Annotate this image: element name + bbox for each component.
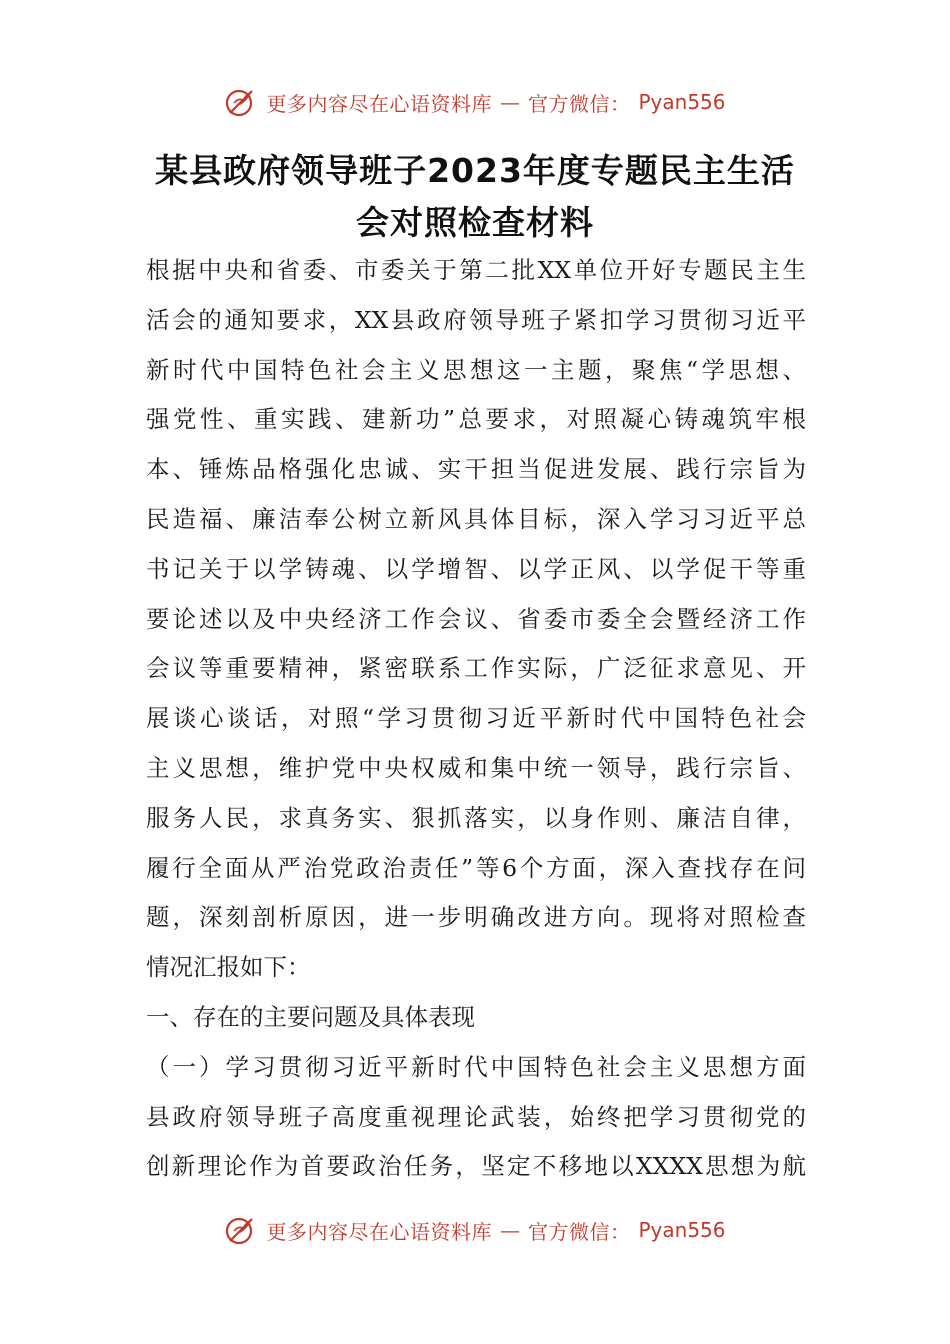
body-line: 情况汇报如下： [146,953,311,982]
body-line: 县政府领导班子高度重视理论武装，始终把学习贯彻党的 [146,1102,806,1131]
watermark-text: 更多内容尽在心语资料库 [266,91,492,116]
document-title-line-2: 会对照检查材料 [356,203,594,242]
quill-logo-icon [224,1213,258,1247]
watermark-wechat-id: Pyan556 [638,1218,726,1242]
body-line: 展谈心谈话，对照“学习贯彻习近平新时代中国特色社会 [146,704,806,733]
body-line: 新时代中国特色社会主义思想这一主题，聚焦“学思想、 [146,355,806,384]
watermark-wechat-id: Pyan556 [638,90,726,114]
body-line: 活会的通知要求，XX县政府领导班子紧扣学习贯彻习近平 [146,305,806,334]
body-line: 根据中央和省委、市委关于第二批XX单位开好专题民主生 [146,256,806,284]
body-line: 书记关于以学铸魂、以学增智、以学正风、以学促干等重 [146,554,806,583]
body-line: 民造福、廉洁奉公树立新风具体目标，深入学习习近平总 [146,504,806,533]
footer-watermark [0,1210,950,1250]
header-watermark [0,82,950,122]
body-line: 履行全面从严治党政治责任”等6个方面，深入查找存在问 [146,853,806,882]
body-line: 主义思想，维护党中央权威和集中统一领导，践行宗旨、 [146,753,806,782]
body-line: 服务人民，求真务实、狠抓落实，以身作则、廉洁自律， [146,803,806,832]
document-body [146,246,806,1192]
watermark-text: 更多内容尽在心语资料库 [266,1219,492,1244]
watermark-label: 官方微信： [527,1219,631,1244]
body-line: 创新理论作为首要政治任务，坚定不移地以XXXX思想为航 [146,1152,806,1181]
document-title-line-1: 某县政府领导班子2023年度专题民主生活 [155,151,795,190]
body-line: 会议等重要精神，紧密联系工作实际，广泛征求意见、开 [146,654,806,683]
quill-logo-icon [224,85,258,119]
body-line: 本、锤炼品格强化忠诚、实干担当促进发展、践行宗旨为 [146,455,806,484]
watermark-separator: — [499,1218,520,1242]
watermark-label: 官方微信： [527,91,631,116]
watermark-separator: — [499,90,520,114]
body-line: 题，深刻剖析原因，进一步明确改进方向。现将对照检查 [146,903,806,932]
subsection-heading: （一）学习贯彻习近平新时代中国特色社会主义思想方面 [146,1052,806,1081]
section-heading: 一、存在的主要问题及具体表现 [146,1002,475,1031]
body-line: 强党性、重实践、建新功”总要求，对照凝心铸魂筑牢根 [146,405,806,434]
body-line: 要论述以及中央经济工作会议、省委市委全会暨经济工作 [146,604,806,633]
